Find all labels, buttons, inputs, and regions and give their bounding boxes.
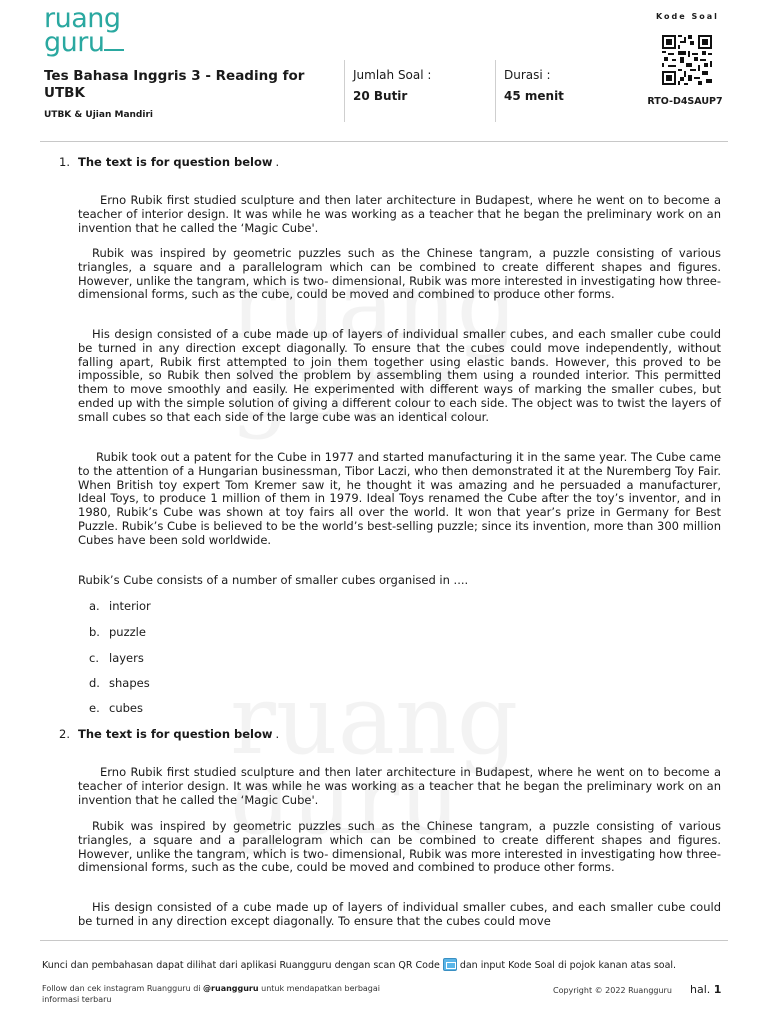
question-stem: Rubik’s Cube consists of a number of smaller cubes organised in .... [78,573,469,587]
divider [344,60,345,122]
question-heading-suffix: . [275,727,280,741]
question-heading [59,155,279,169]
kode-soal-label: Kode Soal [656,12,719,21]
question-number: 2. [59,727,70,741]
kode-soal-value: RTO-D4SAUP7 [647,96,723,107]
qr-code-icon [662,35,712,85]
answer-option-e[interactable]: e. cubes [89,701,143,715]
ruangguru-app-icon [443,958,457,971]
ruangguru-logo [44,3,124,58]
jumlah-soal-label: Jumlah Soal : [353,68,432,82]
divider [495,60,496,122]
answer-option-b[interactable]: b. puzzle [89,625,146,639]
test-title: Tes Bahasa Inggris 3 - Reading for UTBK [44,68,305,101]
footer-follow: Follow dan cek instagram Ruangguru di @ruangguru untuk mendapatkan berbagai informasi terbaru [42,984,381,1004]
answer-option-d[interactable]: d. shapes [89,676,150,690]
copyright: Copyright © 2022 Ruangguru [553,986,672,995]
passage-paragraph: Rubik was inspired by geometric puzzles such as the Chinese tangram, a puzzle consisting of various triangles, a square and a parallelogram which can be combined to create different shapes and figures. However, unlike the tangram, which is two- dimensional, Rubik was more interested in investigating how three-dimensional forms, such as the cube, could be moved and combined to produce other forms. [78,246,721,302]
question-heading [59,727,279,741]
header-divider [40,141,728,142]
page-number: hal. 1 [690,983,722,996]
passage-paragraph: His design consisted of a cube made up of layers of individual smaller cubes, and each smaller cube could be turned in any direction except diagonally. To ensure that the cubes could move independently, without falling apart, Rubik first attempted to join them together using elastic bands. However, this proved to be impossible, so Rubik then solved the problem by assembling them using a rounded interior. This permitted them to move smoothly and easily. He experimented with different ways of marking the smaller cubes, but ended up with the simple solution of giving a different colour to each side. The object was to twist the layers of small cubes so that each side of the large cube was an identical colour. [78,327,721,424]
passage-paragraph: Rubik was inspired by geometric puzzles such as the Chinese tangram, a puzzle consisting of various triangles, a square and a parallelogram which can be combined to create different shapes and figures. However, unlike the tangram, which is two- dimensional, Rubik was more interested in investigating how three-dimensional forms, such as the cube, could be moved and combined to produce other forms. [78,819,721,875]
durasi-value: 45 menit [504,89,564,103]
footer-divider [40,940,728,941]
jumlah-soal-value: 20 Butir [353,89,408,103]
answer-option-c[interactable]: c. layers [89,651,144,665]
question-heading-suffix: . [275,155,280,169]
footer-note: Kunci dan pembahasan dapat dilihat dari aplikasi Ruangguru dengan scan QR Code dan input Kode Soal di pojok kanan atas soal. [42,960,677,971]
instagram-handle[interactable]: @ruangguru [203,984,259,993]
question-heading-text: The text is for question below [78,155,273,169]
test-subtitle: UTBK & Ujian Mandiri [44,110,153,120]
passage-paragraph: Rubik took out a patent for the Cube in 1977 and started manufacturing it in the same year. The Cube came to the attention of a Hungarian businessman, Tibor Laczi, who then demonstrated it at the Nuremberg Toy Fair. When British toy expert Tom Kremer saw it, he thought it was amazing and he persuaded a manufacturer, Ideal Toys, to produce 1 million of them in 1979. Ideal Toys renamed the Cube after the toy’s inventor, and in 1980, Rubik’s Cube was shown at toy fairs all over the world. It won that year’s prize in Germany for Best Puzzle. Rubik’s Cube is believed to be the world’s best-selling puzzle; since its invention, more than 300 million Cubes have been sold worldwide. [78,450,721,547]
logo-text-line1: ruang [44,3,121,34]
passage-paragraph: Erno Rubik first studied sculpture and then later architecture in Budapest, where he went on to become a teacher of interior design. It was while he was working as a teacher that he began the preliminary work on an invention that he called the ‘Magic Cube'. [78,193,721,235]
question-heading-text: The text is for question below [78,727,273,741]
question-number: 1. [59,155,70,169]
logo-watermark [230,680,518,840]
durasi-label: Durasi : [504,68,551,82]
passage-paragraph: Erno Rubik first studied sculpture and then later architecture in Budapest, where he went on to become a teacher of interior design. It was while he was working as a teacher that he began the preliminary work on an invention that he called the ‘Magic Cube'. [78,765,721,807]
passage-paragraph: His design consisted of a cube made up of layers of individual smaller cubes, and each smaller cube could be turned in any direction except diagonally. To ensure that the cubes could move [78,901,721,928]
answer-option-a[interactable]: a. interior [89,599,151,613]
logo-text-line2: guru [44,27,105,58]
